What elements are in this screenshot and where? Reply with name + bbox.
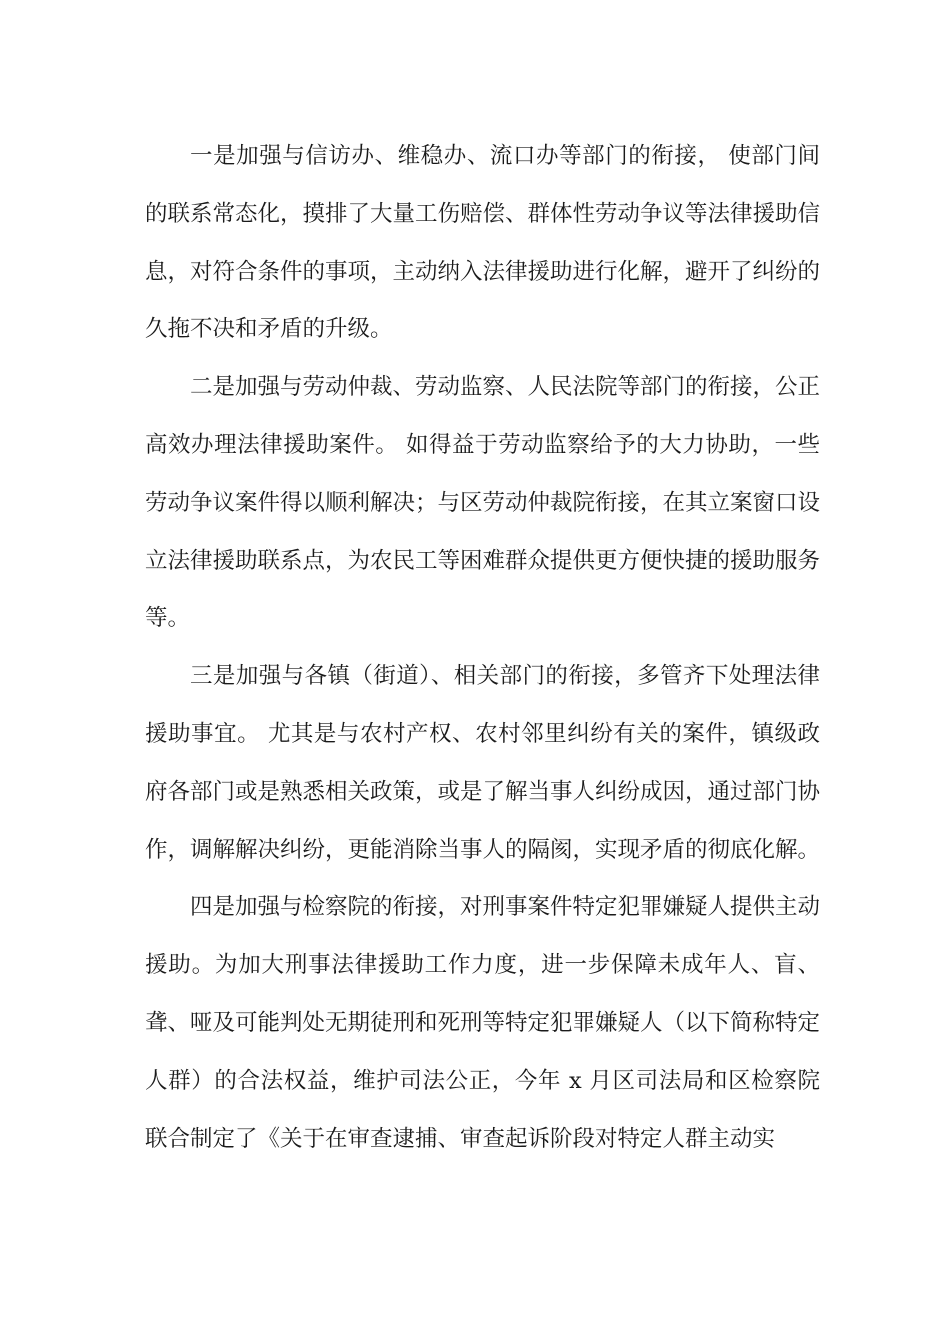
paragraph-1: 一是加强与信访办、维稳办、流口办等部门的衔接， 使部门间的联系常态化，摸排了大量工伤赔偿、群体性劳动争议等法律援助信息，对符合条件的事项，主动纳入法律援助进行化解，避开了纠纷的久拖不决和矛盾的升级。 (145, 143, 821, 343)
document-body (145, 128, 820, 1168)
paragraph-2: 二是加强与劳动仲裁、劳动监察、人民法院等部门的衔接，公正高效办理法律援助案件。 如得益于劳动监察给予的大力协助，一些劳动争议案件得以顺利解决；与区劳动仲裁院衔接，在其立案窗口设立法律援助联系点，为农民工等困难群众提供更方便快捷的援助服务等。 (145, 374, 821, 632)
paragraph-3: 三是加强与各镇（街道）、相关部门的衔接，多管齐下处理法律援助事宜。 尤其是与农村产权、农村邻里纠纷有关的案件，镇级政府各部门或是熟悉相关政策，或是了解当事人纠纷成因，通过部门协作，调解解决纠纷，更能消除当事人的隔阂，实现矛盾的彻底化解。 (145, 663, 821, 863)
paragraph-4: 四是加强与检察院的衔接，对刑事案件特定犯罪嫌疑人提供主动援助。为加大刑事法律援助工作力度，进一步保障未成年人、盲、聋、哑及可能判处无期徒刑和死刑等特定犯罪嫌疑人（以下简称特定人群）的合法权益，维护司法公正，今年 x 月区司法局和区检察院联合制定了《关于在审查逮捕、审查起诉阶段对特定人群主动实 (145, 894, 821, 1152)
